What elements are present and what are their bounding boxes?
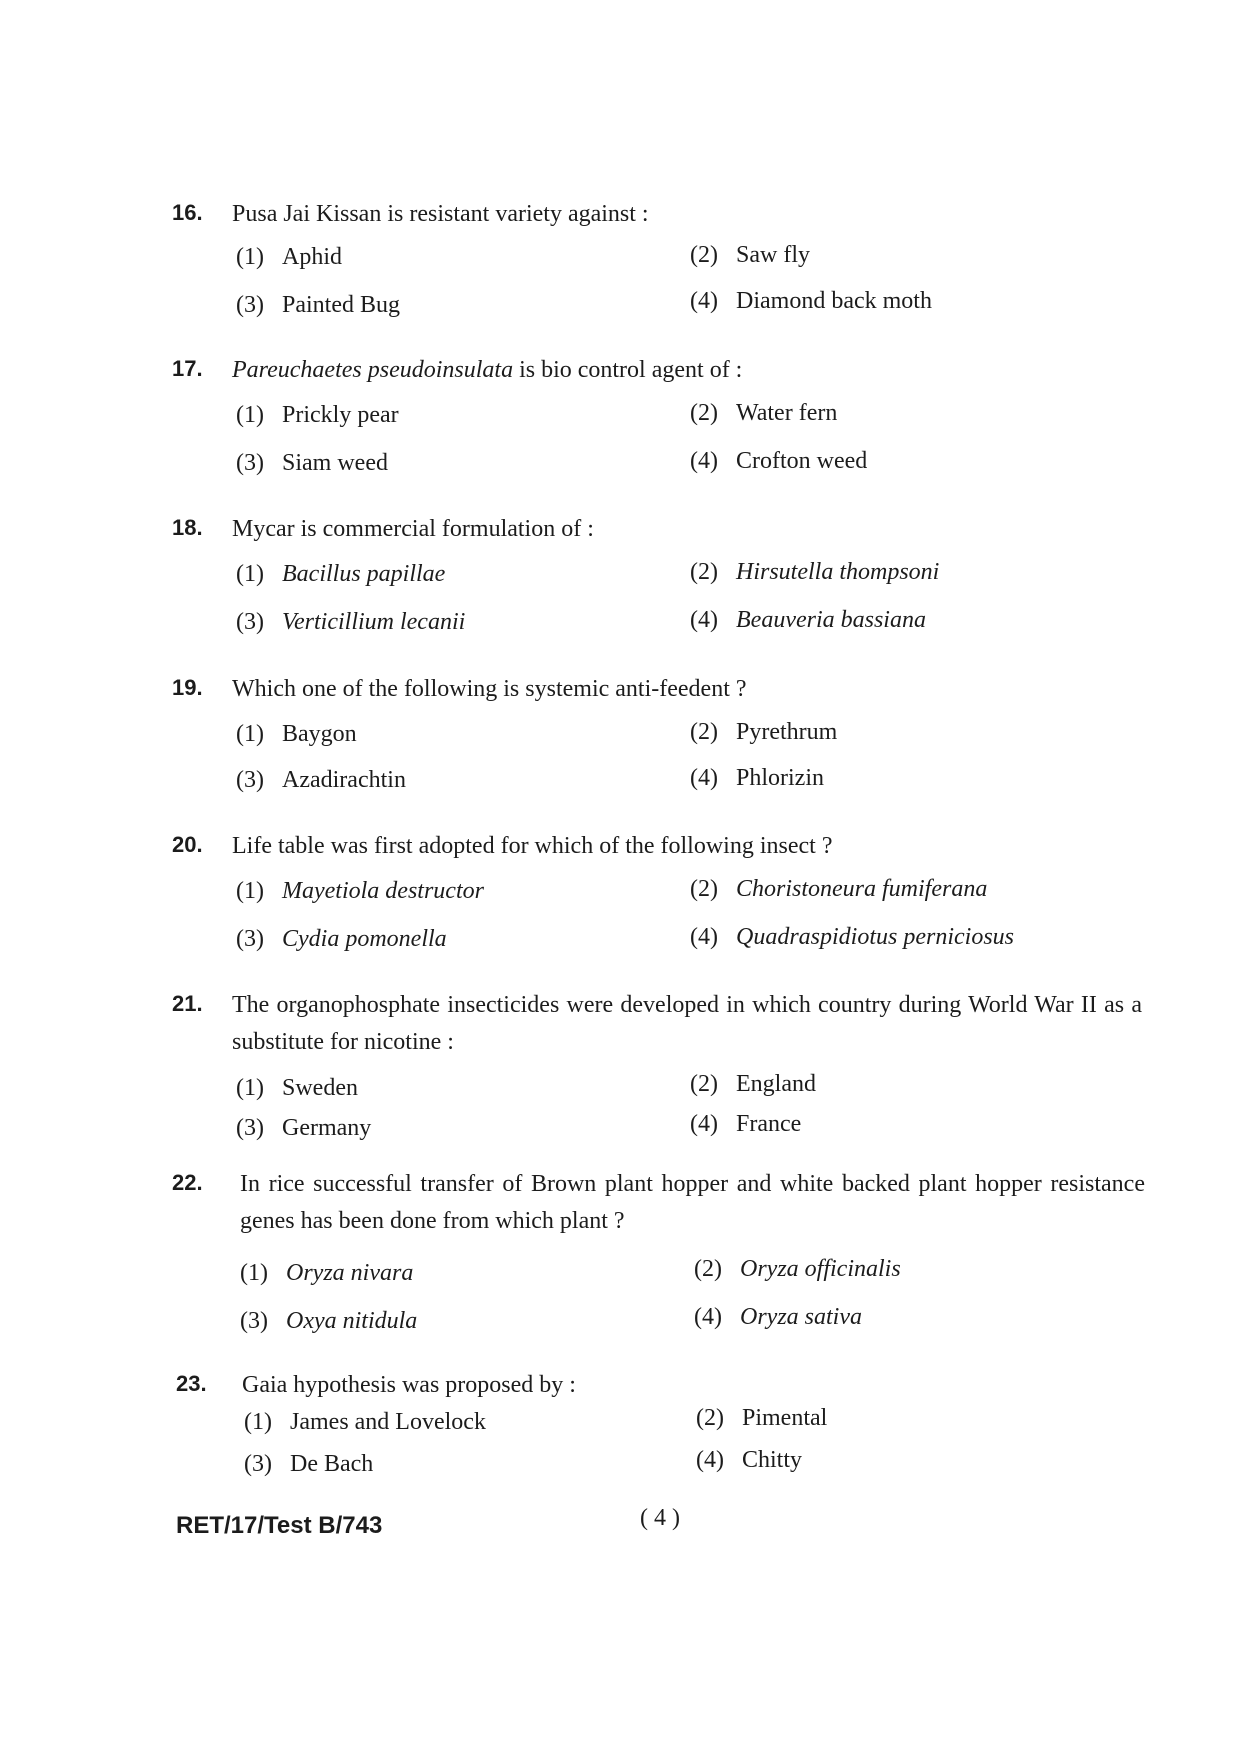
question-text: In rice successful transfer of Brown plant hopper and white backed plant hopper resistance genes has been done from which plant ? xyxy=(240,1171,1145,1234)
page-number: ( 4 ) xyxy=(640,1505,680,1531)
option-4 xyxy=(696,1447,802,1474)
question-text: Pusa Jai Kissan is resistant variety against : xyxy=(232,201,649,227)
option-text: Oryza sativa xyxy=(740,1304,862,1330)
option-number: (2) xyxy=(696,1405,724,1431)
option-number: (2) xyxy=(694,1256,722,1282)
question-text xyxy=(232,352,1152,389)
option-number: (2) xyxy=(690,242,718,268)
option-text: Siam weed xyxy=(282,450,388,476)
option-3 xyxy=(236,767,406,794)
option-1 xyxy=(236,721,357,748)
option-text: Sweden xyxy=(282,1075,358,1101)
option-1 xyxy=(240,1260,413,1287)
option-text: Bacillus papillae xyxy=(282,561,446,587)
option-4 xyxy=(690,924,1014,951)
question-number: 20. xyxy=(172,832,203,857)
question-number: 19. xyxy=(172,675,203,700)
option-number: (4) xyxy=(690,1111,718,1137)
question-number: 17. xyxy=(172,356,203,381)
option-number: (2) xyxy=(690,1071,718,1097)
option-1 xyxy=(244,1409,486,1436)
option-number: (1) xyxy=(236,244,264,270)
option-text: Saw fly xyxy=(736,242,810,268)
question-number: 18. xyxy=(172,515,203,540)
option-3 xyxy=(236,609,465,636)
question-text: Life table was first adopted for which of the following insect ? xyxy=(232,833,833,859)
option-text: Painted Bug xyxy=(282,292,400,318)
test-code: RET/17/Test B/743 xyxy=(176,1512,383,1539)
option-number: (4) xyxy=(690,448,718,474)
option-number: (4) xyxy=(690,924,718,950)
option-number: (4) xyxy=(694,1304,722,1330)
option-number: (3) xyxy=(236,926,264,952)
option-text: Aphid xyxy=(282,244,342,270)
option-4 xyxy=(690,765,824,792)
option-number: (4) xyxy=(690,765,718,791)
option-number: (2) xyxy=(690,559,718,585)
option-3 xyxy=(236,926,447,953)
option-text: Diamond back moth xyxy=(736,288,932,314)
option-text: Water fern xyxy=(736,400,838,426)
option-text: Verticillium lecanii xyxy=(282,609,466,635)
option-text: France xyxy=(736,1111,802,1137)
option-number: (3) xyxy=(244,1451,272,1477)
option-4 xyxy=(694,1304,862,1331)
question-text: The organophosphate insecticides were developed in which country during World War II as a substitute for nicotine : xyxy=(232,992,1142,1055)
option-3 xyxy=(236,292,400,319)
option-text: Baygon xyxy=(282,721,357,747)
option-2 xyxy=(690,559,939,586)
question-text: Gaia hypothesis was proposed by : xyxy=(242,1372,576,1398)
question-number: 21. xyxy=(172,991,203,1016)
option-number: (1) xyxy=(236,1075,264,1101)
option-1 xyxy=(236,561,445,588)
option-2 xyxy=(690,1071,816,1098)
option-number: (4) xyxy=(690,288,718,314)
option-number: (1) xyxy=(236,721,264,747)
option-number: (4) xyxy=(690,607,718,633)
option-3 xyxy=(236,1115,371,1142)
option-3 xyxy=(244,1451,373,1478)
option-2 xyxy=(690,719,837,746)
question-number: 23. xyxy=(176,1371,207,1396)
option-text: Germany xyxy=(282,1115,372,1141)
option-text: De Bach xyxy=(290,1451,374,1477)
option-text: Crofton weed xyxy=(736,448,868,474)
option-3 xyxy=(240,1308,417,1335)
option-4 xyxy=(690,607,926,634)
option-text: Phlorizin xyxy=(736,765,824,791)
option-text: Choristoneura fumiferana xyxy=(736,876,988,902)
option-text: Beauveria bassiana xyxy=(736,607,926,633)
option-1 xyxy=(236,878,484,905)
option-2 xyxy=(694,1256,901,1283)
option-text: Oxya nitidula xyxy=(286,1308,418,1334)
option-text: James and Lovelock xyxy=(290,1409,486,1435)
option-2 xyxy=(696,1405,827,1432)
option-number: (3) xyxy=(240,1308,268,1334)
option-number: (1) xyxy=(236,878,264,904)
option-number: (1) xyxy=(244,1409,272,1435)
option-text: Quadraspidiotus perniciosus xyxy=(736,924,1015,950)
question-number: 22. xyxy=(172,1170,203,1195)
option-4 xyxy=(690,448,867,475)
option-1 xyxy=(236,244,342,271)
option-text: Chitty xyxy=(742,1447,803,1473)
option-1 xyxy=(236,402,399,429)
question-text-italic: Pareuchaetes pseudoinsulata xyxy=(232,357,514,383)
option-number: (3) xyxy=(236,609,264,635)
option-number: (3) xyxy=(236,1115,264,1141)
option-text: Mayetiola destructor xyxy=(282,878,484,904)
option-number: (2) xyxy=(690,400,718,426)
option-3 xyxy=(236,450,388,477)
question-text: Which one of the following is systemic anti-feedent ? xyxy=(232,676,747,702)
option-text: Azadirachtin xyxy=(282,767,406,793)
option-number: (2) xyxy=(690,876,718,902)
option-number: (4) xyxy=(696,1447,724,1473)
question-text: Mycar is commercial formulation of : xyxy=(232,516,594,542)
question-text-rest: is bio control agent of : xyxy=(513,357,743,383)
option-number: (1) xyxy=(236,402,264,428)
option-number: (3) xyxy=(236,767,264,793)
option-number: (3) xyxy=(236,450,264,476)
option-4 xyxy=(690,1111,801,1138)
question-number: 16. xyxy=(172,200,203,225)
option-4 xyxy=(690,288,932,315)
option-2 xyxy=(690,876,987,903)
option-number: (3) xyxy=(236,292,264,318)
option-text: Oryza nivara xyxy=(286,1260,414,1286)
option-text: Hirsutella thompsoni xyxy=(736,559,940,585)
option-number: (1) xyxy=(240,1260,268,1286)
option-text: Cydia pomonella xyxy=(282,926,447,952)
option-1 xyxy=(236,1075,358,1102)
option-2 xyxy=(690,400,837,427)
option-text: Oryza officinalis xyxy=(740,1256,901,1282)
option-number: (1) xyxy=(236,561,264,587)
option-text: Pimental xyxy=(742,1405,828,1431)
option-text: Prickly pear xyxy=(282,402,399,428)
option-text: Pyrethrum xyxy=(736,719,838,745)
option-2 xyxy=(690,242,810,269)
option-number: (2) xyxy=(690,719,718,745)
option-text: England xyxy=(736,1071,816,1097)
